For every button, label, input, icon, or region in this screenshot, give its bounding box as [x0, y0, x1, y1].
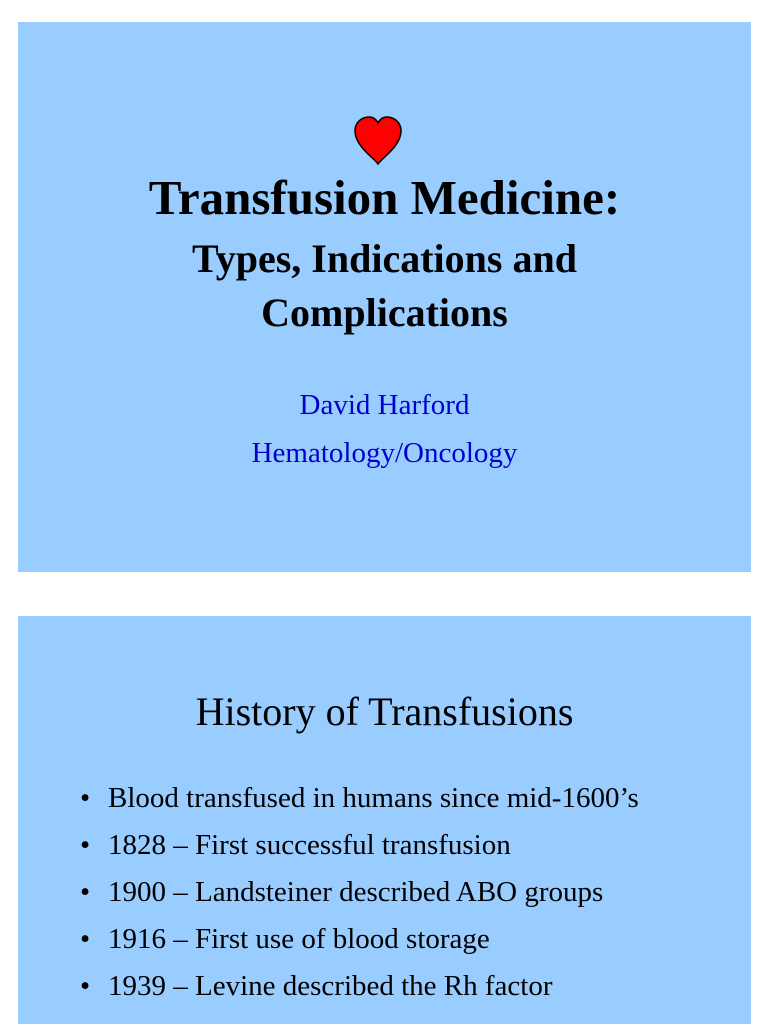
- history-slide: [18, 616, 751, 1024]
- list-item: [80, 968, 680, 1004]
- slide-subtitle: [18, 232, 751, 340]
- list-item: [80, 780, 680, 816]
- bullet-list: [80, 780, 680, 1015]
- subtitle-line-1: Types, Indications and: [192, 236, 577, 281]
- bullet-icon: •: [80, 923, 91, 955]
- slide-title: History of Transfusions: [195, 689, 574, 734]
- list-item: [80, 827, 680, 863]
- bullet-text: 1900 – Landsteiner described ABO groups: [108, 876, 604, 908]
- bullet-text: 1939 – Levine described the Rh factor: [108, 970, 553, 1002]
- bullet-icon: •: [80, 782, 91, 814]
- subtitle-line-2: Complications: [261, 290, 508, 335]
- bullet-text: Blood transfused in humans since mid-1600’s: [108, 782, 639, 814]
- title-slide: [18, 22, 751, 572]
- bullet-icon: •: [80, 876, 91, 908]
- bullet-icon: •: [80, 970, 91, 1002]
- author-department: Hematology/Oncology: [251, 437, 518, 469]
- bullet-text: 1916 – First use of blood storage: [108, 923, 490, 955]
- slide-title: Transfusion Medicine:: [148, 170, 621, 225]
- list-item: [80, 874, 680, 910]
- list-item: [80, 921, 680, 957]
- author-name: David Harford: [299, 389, 470, 421]
- bullet-icon: •: [80, 829, 91, 861]
- bullet-text: 1828 – First successful transfusion: [108, 829, 511, 861]
- heart-icon: [352, 116, 404, 166]
